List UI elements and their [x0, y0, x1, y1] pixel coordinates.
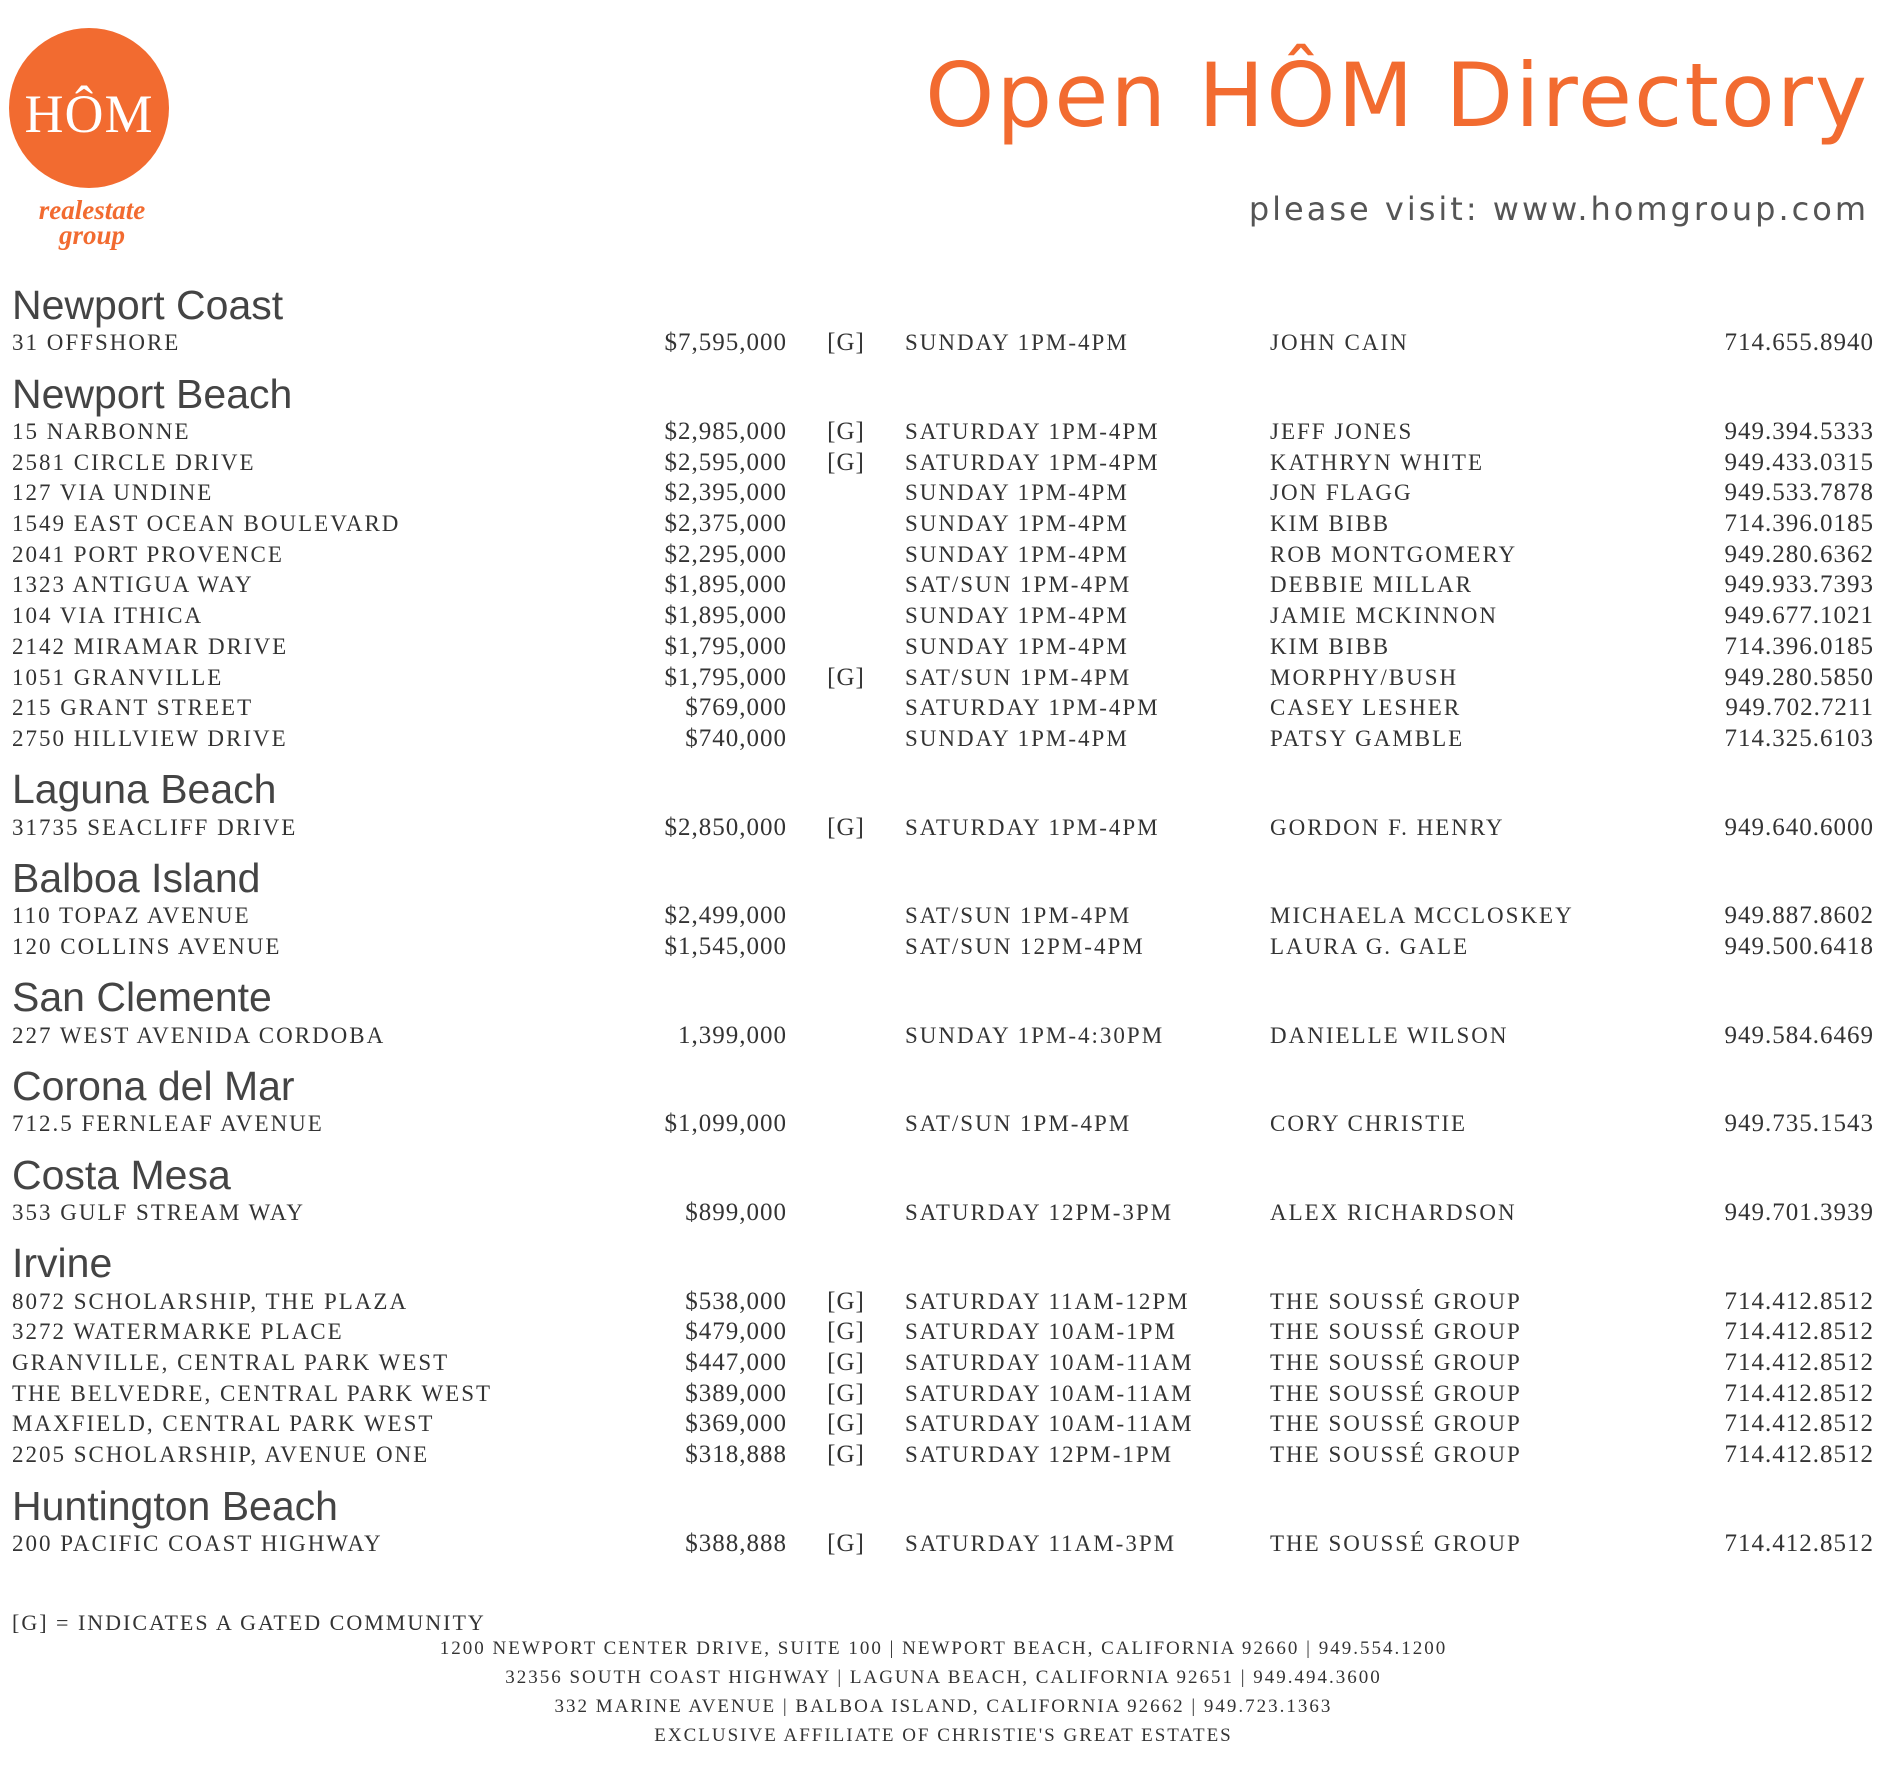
listing-row — [12, 1529, 1874, 1560]
listing-price: $2,850,000 — [664, 813, 787, 841]
listing-open-time: SATURDAY 10AM-1PM — [905, 1319, 1177, 1345]
listing-row — [12, 478, 1874, 509]
section-title: Newport Beach — [12, 370, 293, 417]
listing-phone: 949.584.6469 — [1724, 1021, 1874, 1049]
listing-open-time: SUNDAY 1PM-4PM — [905, 511, 1129, 537]
listing-price: $2,295,000 — [664, 540, 787, 568]
listing-phone: 949.735.1543 — [1724, 1110, 1874, 1138]
listing-price: $388,888 — [685, 1529, 787, 1557]
listing-open-time: SUNDAY 1PM-4PM — [905, 330, 1129, 356]
listing-row — [12, 1348, 1874, 1379]
listing-open-time: SATURDAY 12PM-1PM — [905, 1442, 1174, 1468]
website-line: please visit: www.homgroup.com — [1248, 190, 1869, 228]
listing-price: $2,499,000 — [664, 902, 787, 930]
section — [12, 974, 1874, 1063]
listing-address: 31 OFFSHORE — [12, 330, 181, 356]
listing-row — [12, 1317, 1874, 1348]
listing-row — [12, 328, 1874, 359]
listing-address: 2581 CIRCLE DRIVE — [12, 449, 256, 475]
listing-open-time: SAT/SUN 12PM-4PM — [905, 933, 1145, 959]
listing-address: 200 PACIFIC COAST HIGHWAY — [12, 1530, 383, 1556]
listing-address: 3272 WATERMARKE PLACE — [12, 1319, 344, 1345]
listing-open-time: SUNDAY 1PM-4PM — [905, 725, 1129, 751]
section-title: Newport Coast — [12, 282, 284, 328]
listing-row — [12, 417, 1874, 448]
listing-phone: 714.396.0185 — [1724, 632, 1874, 660]
section — [12, 1483, 1874, 1572]
listing-address: 15 NARBONNE — [12, 419, 191, 445]
listing-phone: 949.533.7878 — [1724, 479, 1874, 507]
section — [12, 1152, 1874, 1241]
listing-gated: [G] — [827, 813, 865, 841]
listing-phone: 714.412.8512 — [1724, 1410, 1874, 1438]
listing-price: $447,000 — [685, 1349, 787, 1377]
listing-row — [12, 509, 1874, 540]
listing-price: $1,099,000 — [664, 1110, 787, 1138]
footer-office-laguna: 32356 SOUTH COAST HIGHWAY | LAGUNA BEACH, CALIFORNIA 92651 | 949.494.3600 — [505, 1667, 1382, 1688]
listing-price: $899,000 — [685, 1199, 787, 1227]
listing-address: THE BELVEDRE, CENTRAL PARK WEST — [12, 1380, 493, 1406]
listing-price: $769,000 — [685, 694, 787, 722]
listing-open-time: SAT/SUN 1PM-4PM — [905, 572, 1132, 598]
listing-row — [12, 539, 1874, 570]
listing-price: $538,000 — [685, 1287, 787, 1315]
listing-open-time: SATURDAY 1PM-4PM — [905, 814, 1160, 840]
listing-phone: 714.412.8512 — [1724, 1287, 1874, 1315]
section-title: Corona del Mar — [12, 1063, 295, 1109]
directory — [12, 282, 1874, 1571]
listing-row — [12, 1440, 1874, 1471]
listing-agent: JEFF JONES — [1270, 419, 1414, 445]
section-title: Laguna Beach — [12, 766, 277, 813]
listing-address: 2750 HILLVIEW DRIVE — [12, 725, 288, 751]
listing-phone: 949.433.0315 — [1724, 448, 1874, 476]
listing-phone: 714.325.6103 — [1724, 724, 1874, 752]
listing-phone: 949.887.8602 — [1724, 902, 1874, 930]
listing-phone: 949.933.7393 — [1724, 571, 1874, 599]
listing-address: 104 VIA ITHICA — [12, 603, 204, 629]
listing-row — [12, 932, 1874, 963]
listing-agent: THE SOUSSÉ GROUP — [1270, 1442, 1522, 1468]
gated-legend: [G] = INDICATES A GATED COMMUNITY — [12, 1610, 486, 1635]
logo-tagline-line2: group — [58, 220, 126, 250]
listing-phone: 714.655.8940 — [1724, 329, 1874, 357]
listing-agent: KIM BIBB — [1270, 633, 1391, 659]
section-title: Balboa Island — [12, 854, 261, 901]
listing-address: 120 COLLINS AVENUE — [12, 933, 282, 959]
listing-row — [12, 601, 1874, 632]
listing-open-time: SATURDAY 1PM-4PM — [905, 695, 1160, 721]
logo-tagline — [12, 195, 172, 250]
section — [12, 766, 1874, 855]
listing-open-time: SATURDAY 11AM-3PM — [905, 1530, 1177, 1556]
listing-row — [12, 1198, 1874, 1229]
listing-agent: ROB MONTGOMERY — [1270, 541, 1518, 567]
section — [12, 855, 1874, 974]
listing-gated: [G] — [827, 1349, 865, 1377]
listing-open-time: SUNDAY 1PM-4:30PM — [905, 1022, 1165, 1048]
listing-open-time: SUNDAY 1PM-4PM — [905, 480, 1129, 506]
listing-agent: CASEY LESHER — [1270, 695, 1462, 721]
listing-open-time: SAT/SUN 1PM-4PM — [905, 903, 1132, 929]
listing-price: $2,595,000 — [664, 448, 787, 476]
logo-mark: HÔM — [24, 84, 154, 144]
listing-phone: 714.412.8512 — [1724, 1529, 1874, 1557]
listing-price: $369,000 — [685, 1410, 787, 1438]
listing-address: 1323 ANTIGUA WAY — [12, 572, 254, 598]
listing-agent: JAMIE MCKINNON — [1270, 603, 1498, 629]
listing-phone: 714.412.8512 — [1724, 1441, 1874, 1469]
listing-row — [12, 632, 1874, 663]
listing-open-time: SAT/SUN 1PM-4PM — [905, 1111, 1132, 1137]
listing-phone: 949.702.7211 — [1725, 694, 1874, 722]
listing-agent: JON FLAGG — [1270, 480, 1413, 506]
listing-agent: LAURA G. GALE — [1270, 933, 1470, 959]
listing-phone: 714.412.8512 — [1724, 1379, 1874, 1407]
listing-price: $318,888 — [685, 1441, 787, 1469]
listing-gated: [G] — [827, 1529, 865, 1557]
logo-tagline-line1: realestate — [38, 195, 146, 225]
listing-open-time: SATURDAY 1PM-4PM — [905, 449, 1160, 475]
listing-address: 8072 SCHOLARSHIP, THE PLAZA — [12, 1288, 409, 1314]
listing-address: 31735 SEACLIFF DRIVE — [12, 814, 298, 840]
listing-open-time: SUNDAY 1PM-4PM — [905, 633, 1129, 659]
listing-address: GRANVILLE, CENTRAL PARK WEST — [12, 1350, 450, 1376]
listing-row — [12, 1109, 1874, 1140]
listing-agent: PATSY GAMBLE — [1270, 725, 1465, 751]
listing-phone: 949.500.6418 — [1724, 932, 1874, 960]
listing-price: $1,895,000 — [664, 571, 787, 599]
listing-agent: THE SOUSSÉ GROUP — [1270, 1350, 1522, 1376]
listing-price: $2,985,000 — [664, 418, 787, 446]
listing-row — [12, 570, 1874, 601]
listing-agent: THE SOUSSÉ GROUP — [1270, 1288, 1522, 1314]
listing-price: $7,595,000 — [664, 329, 787, 357]
listing-open-time: SAT/SUN 1PM-4PM — [905, 664, 1132, 690]
listing-gated: [G] — [827, 1379, 865, 1407]
listing-open-time: SUNDAY 1PM-4PM — [905, 603, 1129, 629]
listing-agent: JOHN CAIN — [1270, 330, 1409, 356]
footer-office-balboa: 332 MARINE AVENUE | BALBOA ISLAND, CALIFORNIA 92662 | 949.723.1363 — [554, 1696, 1333, 1717]
section-title: Irvine — [12, 1240, 113, 1287]
listing-price: $1,795,000 — [664, 663, 787, 691]
listing-open-time: SATURDAY 10AM-11AM — [905, 1380, 1194, 1406]
listing-agent: GORDON F. HENRY — [1270, 814, 1505, 840]
listing-price: $389,000 — [685, 1379, 787, 1407]
listing-price: $2,395,000 — [664, 479, 787, 507]
listing-price: $1,895,000 — [664, 602, 787, 630]
listing-gated: [G] — [827, 448, 865, 476]
listing-phone: 714.412.8512 — [1724, 1318, 1874, 1346]
listing-open-time: SATURDAY 11AM-12PM — [905, 1288, 1190, 1314]
listing-agent: KATHRYN WHITE — [1270, 449, 1485, 475]
listing-address: MAXFIELD, CENTRAL PARK WEST — [12, 1411, 435, 1437]
listing-open-time: SATURDAY 10AM-11AM — [905, 1411, 1194, 1437]
listing-open-time: SUNDAY 1PM-4PM — [905, 541, 1129, 567]
section — [12, 282, 1874, 371]
section-title: San Clemente — [12, 974, 272, 1021]
section — [12, 371, 1874, 767]
listing-open-time: SATURDAY 12PM-3PM — [905, 1200, 1174, 1226]
section-title: Costa Mesa — [12, 1151, 231, 1198]
section — [12, 1240, 1874, 1482]
listing-phone: 714.396.0185 — [1724, 510, 1874, 538]
listing-row — [12, 447, 1874, 478]
footer-affiliation: EXCLUSIVE AFFILIATE OF CHRISTIE'S GREAT ESTATES — [654, 1725, 1233, 1746]
listing-address: 353 GULF STREAM WAY — [12, 1200, 305, 1226]
listing-agent: CORY CHRISTIE — [1270, 1111, 1468, 1137]
listing-price: 1,399,000 — [678, 1021, 787, 1049]
listing-price: $1,795,000 — [664, 632, 787, 660]
listing-agent: DEBBIE MILLAR — [1270, 572, 1473, 598]
listing-price: $1,545,000 — [664, 932, 787, 960]
listing-row — [12, 693, 1874, 724]
listing-gated: [G] — [827, 663, 865, 691]
listing-phone: 949.701.3939 — [1724, 1199, 1874, 1227]
listing-price: $479,000 — [685, 1318, 787, 1346]
listing-gated: [G] — [827, 1441, 865, 1469]
listing-row — [12, 812, 1874, 843]
page-title: Open HÔM Directory — [925, 44, 1869, 147]
listing-address: 110 TOPAZ AVENUE — [12, 903, 251, 929]
listing-gated: [G] — [827, 1410, 865, 1438]
listing-agent: ALEX RICHARDSON — [1270, 1200, 1517, 1226]
listing-agent: MORPHY/BUSH — [1270, 664, 1459, 690]
listing-row — [12, 901, 1874, 932]
listing-phone: 949.394.5333 — [1724, 418, 1874, 446]
listing-agent: MICHAELA MCCLOSKEY — [1270, 903, 1574, 929]
section — [12, 1063, 1874, 1152]
listing-address: 2041 PORT PROVENCE — [12, 541, 284, 567]
listing-agent: KIM BIBB — [1270, 511, 1391, 537]
listing-gated: [G] — [827, 1318, 865, 1346]
listing-row — [12, 662, 1874, 693]
listing-address: 215 GRANT STREET — [12, 695, 254, 721]
listing-phone: 949.280.6362 — [1724, 540, 1874, 568]
listing-phone: 714.412.8512 — [1724, 1349, 1874, 1377]
listing-gated: [G] — [827, 329, 865, 357]
listing-address: 127 VIA UNDINE — [12, 480, 214, 506]
listing-address: 1051 GRANVILLE — [12, 664, 224, 690]
footer-addresses — [0, 1634, 1887, 1750]
listing-address: 227 WEST AVENIDA CORDOBA — [12, 1022, 386, 1048]
listing-gated: [G] — [827, 1287, 865, 1315]
listing-row — [12, 724, 1874, 755]
listing-address: 712.5 FERNLEAF AVENUE — [12, 1111, 324, 1137]
listing-gated: [G] — [827, 418, 865, 446]
listing-row — [12, 1020, 1874, 1051]
listing-open-time: SATURDAY 1PM-4PM — [905, 419, 1160, 445]
listing-agent: THE SOUSSÉ GROUP — [1270, 1319, 1522, 1345]
logo — [9, 28, 169, 188]
listing-agent: THE SOUSSÉ GROUP — [1270, 1380, 1522, 1406]
listing-row — [12, 1286, 1874, 1317]
footer-office-newport: 1200 NEWPORT CENTER DRIVE, SUITE 100 | NEWPORT BEACH, CALIFORNIA 92660 | 949.554.1200 — [439, 1638, 1448, 1659]
listing-phone: 949.640.6000 — [1724, 813, 1874, 841]
listing-address: 2205 SCHOLARSHIP, AVENUE ONE — [12, 1442, 430, 1468]
listing-price: $740,000 — [685, 724, 787, 752]
listing-address: 2142 MIRAMAR DRIVE — [12, 633, 289, 659]
listing-row — [12, 1409, 1874, 1440]
listing-phone: 949.677.1021 — [1724, 602, 1874, 630]
listing-address: 1549 EAST OCEAN BOULEVARD — [12, 511, 401, 537]
listing-agent: DANIELLE WILSON — [1270, 1022, 1509, 1048]
listing-price: $2,375,000 — [664, 510, 787, 538]
section-title: Huntington Beach — [12, 1482, 338, 1529]
listing-open-time: SATURDAY 10AM-11AM — [905, 1350, 1194, 1376]
listing-phone: 949.280.5850 — [1724, 663, 1874, 691]
listing-agent: THE SOUSSÉ GROUP — [1270, 1530, 1522, 1556]
listing-agent: THE SOUSSÉ GROUP — [1270, 1411, 1522, 1437]
listing-row — [12, 1378, 1874, 1409]
